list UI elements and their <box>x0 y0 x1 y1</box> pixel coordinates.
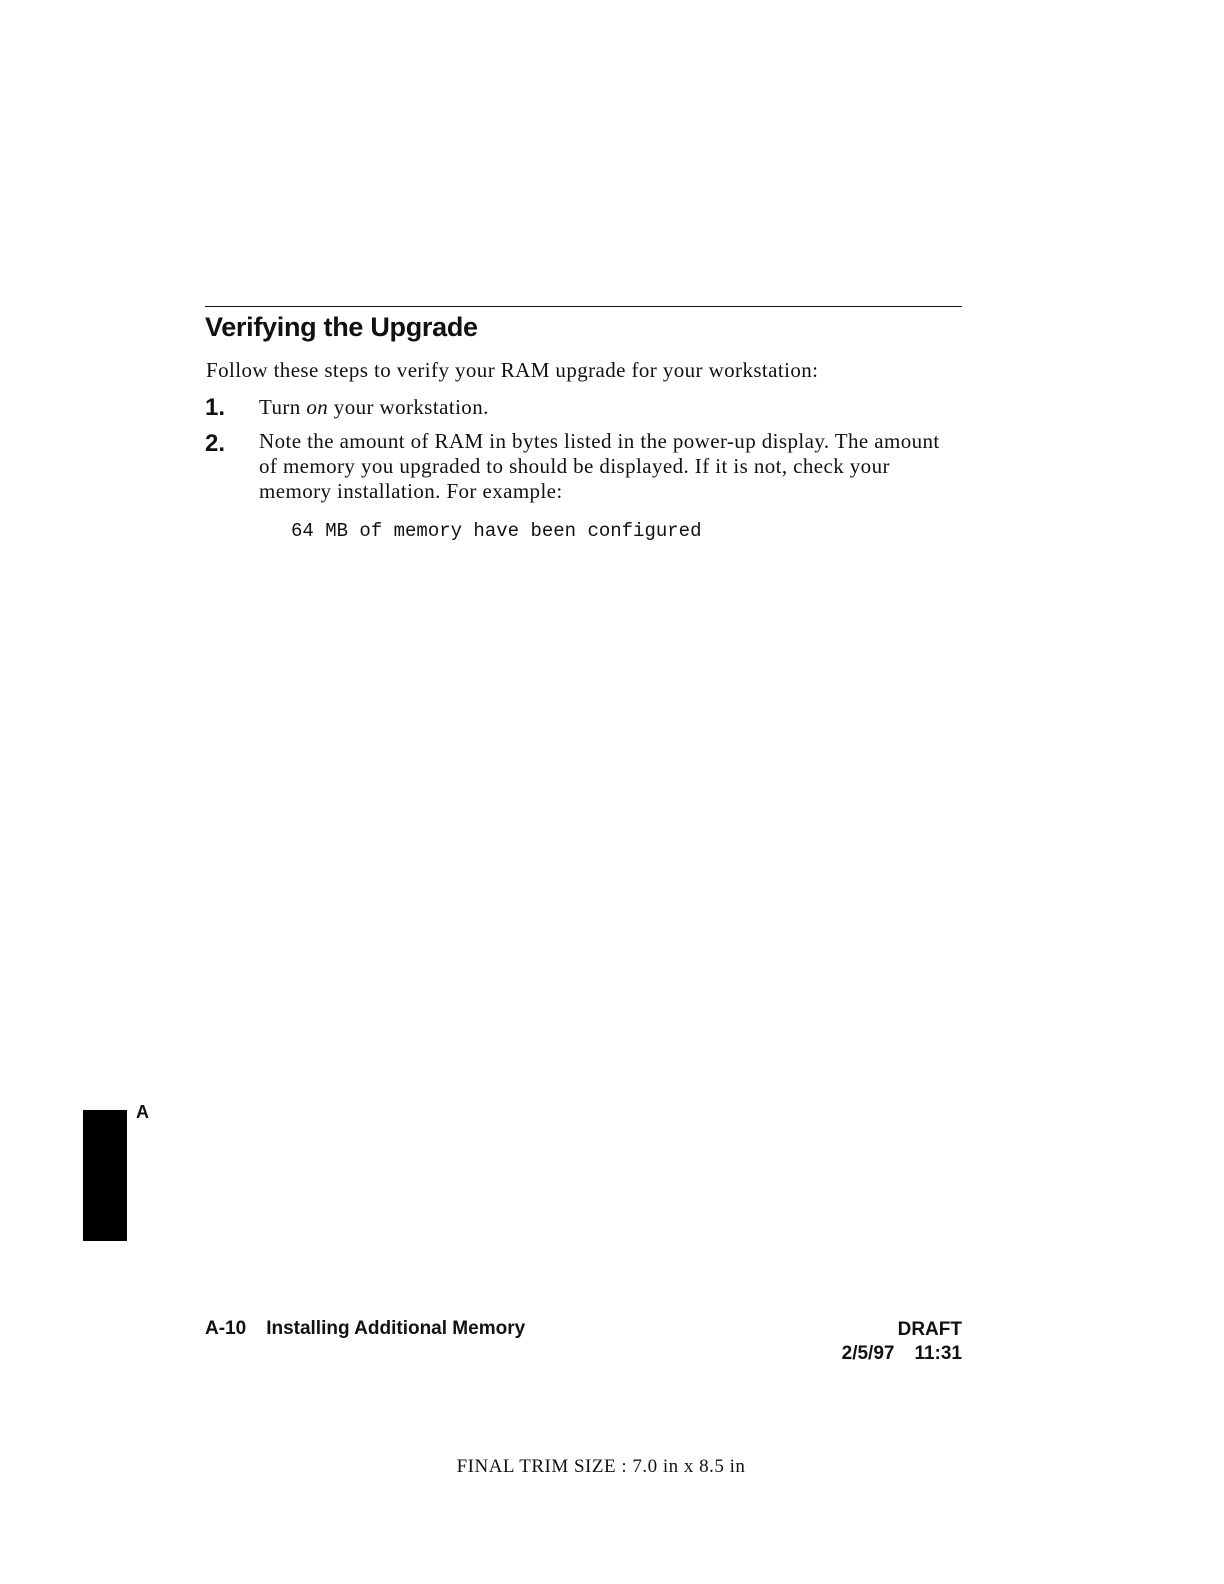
footer-chapter-title: Installing Additional Memory <box>266 1318 526 1339</box>
footer-right <box>842 1318 962 1366</box>
trim-size-text: FINAL TRIM SIZE : 7.0 in x 8.5 in <box>456 1456 746 1477</box>
footer-page-number: A-10 <box>205 1318 247 1339</box>
section-title: Verifying the Upgrade <box>205 312 478 342</box>
step-1-text-after: your workstation. <box>328 395 489 419</box>
step-1-text-before: Turn <box>259 395 307 419</box>
footer-timestamp <box>842 1342 962 1366</box>
step-2-text: Note the amount of RAM in bytes listed in the power-up display. The amount of memory you upgraded to should be displayed. If it is not, check your memory installation. For example: <box>259 429 940 503</box>
footer-draft-status: DRAFT <box>897 1319 962 1340</box>
thumb-tab-marker <box>83 1110 127 1241</box>
footer-left <box>205 1318 525 1340</box>
section-rule <box>205 306 962 307</box>
step-1-number: 1. <box>205 394 226 421</box>
intro-paragraph: Follow these steps to verify your RAM upgrade for your workstation: <box>206 358 819 382</box>
step-1-text <box>259 395 949 420</box>
footer-date: 2/5/97 <box>841 1343 895 1364</box>
step-1-emphasis: on <box>306 395 329 419</box>
step-2-number: 2. <box>205 430 226 457</box>
footer-time: 11:31 <box>914 1343 962 1364</box>
example-output-code: 64 MB of memory have been configured <box>291 520 702 542</box>
trim-size-note <box>0 1456 1224 1478</box>
thumb-tab-letter: A <box>136 1102 149 1122</box>
